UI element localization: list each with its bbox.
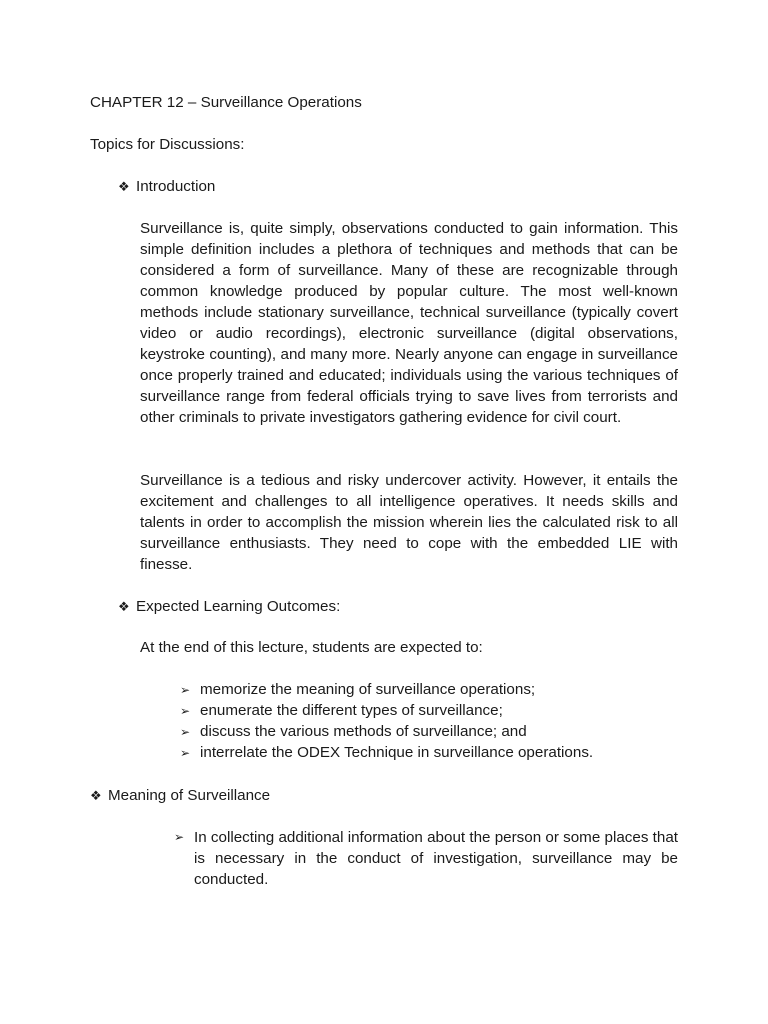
outcome-item-text: discuss the various methods of surveillance; and: [200, 723, 527, 740]
arrow-bullet-icon: ➢: [180, 746, 191, 760]
list-item: [174, 827, 678, 890]
introduction-heading: [118, 176, 215, 197]
list-item: [180, 721, 593, 742]
chapter-title: CHAPTER 12 – Surveillance Operations: [90, 94, 362, 111]
outcomes-list: [180, 679, 593, 763]
topics-label: Topics for Discussions:: [90, 136, 245, 153]
diamond-bullet-icon: ❖: [118, 599, 130, 614]
list-item: [180, 742, 593, 763]
meaning-heading-text: Meaning of Surveillance: [108, 787, 271, 804]
list-item: [180, 700, 593, 721]
outcomes-heading: [118, 596, 340, 617]
arrow-bullet-icon: ➢: [180, 683, 191, 697]
outcome-item-text: memorize the meaning of surveillance operations;: [200, 681, 536, 698]
arrow-bullet-icon: ➢: [174, 830, 185, 844]
outcomes-heading-text: Expected Learning Outcomes:: [136, 598, 341, 615]
meaning-item-text: In collecting additional information about the person or some places that is necessary in the conduct of investigation, surveillance may be conducted.: [194, 829, 678, 888]
outcome-item-text: interrelate the ODEX Technique in surveillance operations.: [200, 744, 594, 761]
meaning-heading: [90, 785, 270, 806]
arrow-bullet-icon: ➢: [180, 725, 191, 739]
outcomes-lead: At the end of this lecture, students are expected to:: [140, 639, 483, 656]
introduction-heading-text: Introduction: [136, 178, 216, 195]
diamond-bullet-icon: ❖: [90, 788, 102, 803]
arrow-bullet-icon: ➢: [180, 704, 191, 718]
introduction-paragraph-1: Surveillance is, quite simply, observations conducted to gain information. This simple definition includes a plethora of techniques and methods that can be considered a form of surveillance. Many of these are recognizable through common knowledge produced by popular culture. The most well-known methods include stationary surveillance, technical surveillance (typically covert video or audio recordings), electronic surveillance (digital observations, keystroke counting), and many more. Nearly anyone can engage in surveillance once properly trained and educated; individuals using the various techniques of surveillance range from federal officials trying to save lives from terrorists and other criminals to private investigators gathering evidence for civil court.: [140, 220, 678, 426]
meaning-list: [174, 827, 678, 890]
diamond-bullet-icon: ❖: [118, 179, 130, 194]
introduction-paragraph-2: Surveillance is a tedious and risky undercover activity. However, it entails the excitement and challenges to all intelligence operatives. It needs skills and talents in order to accomplish the mission wherein lies the calculated risk to all surveillance enthusiasts. They need to cope with the embedded LIE with finesse.: [140, 472, 678, 573]
list-item: [180, 679, 593, 700]
outcome-item-text: enumerate the different types of surveillance;: [200, 702, 503, 719]
